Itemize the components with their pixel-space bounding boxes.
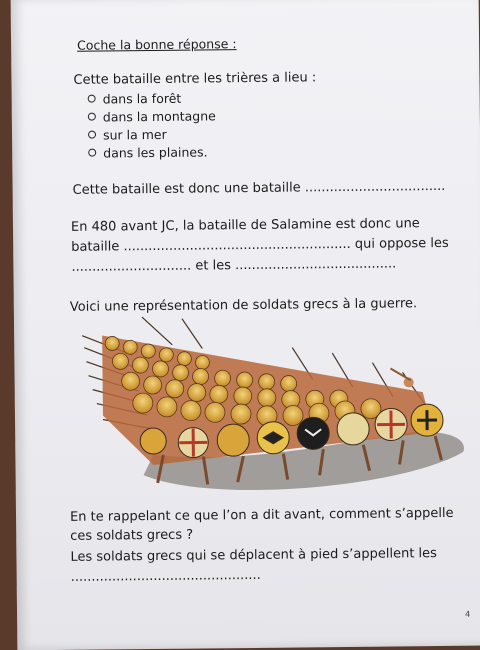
exercise-heading: Coche la bonne réponse : bbox=[77, 36, 237, 53]
checkbox-circle-icon[interactable] bbox=[88, 95, 96, 103]
checkbox-circle-icon[interactable] bbox=[88, 131, 96, 139]
question-3-line1: En 480 avant JC, la bataille de Salamine est donc une bbox=[70, 216, 420, 235]
question-4-line3: Les soldats grecs qui se déplacent à pied s’appellent les bbox=[70, 546, 437, 565]
option-label: dans les plaines. bbox=[103, 144, 208, 161]
option-label: sur la mer bbox=[102, 126, 167, 143]
greek-soldiers-illustration bbox=[72, 312, 474, 506]
option-mer[interactable] bbox=[88, 127, 167, 143]
question-1: Cette bataille entre les trières a lieu : bbox=[73, 70, 317, 88]
page-number: 4 bbox=[465, 609, 471, 619]
checkbox-circle-icon[interactable] bbox=[88, 113, 96, 121]
option-montagne[interactable] bbox=[88, 108, 216, 124]
option-foret[interactable] bbox=[88, 91, 182, 107]
option-plaines[interactable] bbox=[88, 144, 207, 160]
question-3-line2: bataille ....................................................... qui oppose les bbox=[71, 235, 449, 255]
worksheet-page bbox=[11, 0, 480, 650]
question-2: Cette bataille est donc une bataille .................................. bbox=[72, 178, 446, 198]
question-4-line4: .............................................. bbox=[70, 567, 261, 585]
picture-intro: Voici une représentation de soldats grecs à la guerre. bbox=[69, 296, 418, 315]
question-4-line2: ces soldats grecs ? bbox=[70, 527, 194, 544]
option-label: dans la montagne bbox=[102, 108, 216, 125]
checkbox-circle-icon[interactable] bbox=[88, 149, 96, 157]
question-4-line1: En te rappelant ce que l’on a dit avant, comment s’appelle bbox=[69, 505, 454, 525]
question-3-line3: ............................. et les ....................................... bbox=[71, 256, 397, 275]
option-label: dans la forêt bbox=[102, 90, 182, 107]
